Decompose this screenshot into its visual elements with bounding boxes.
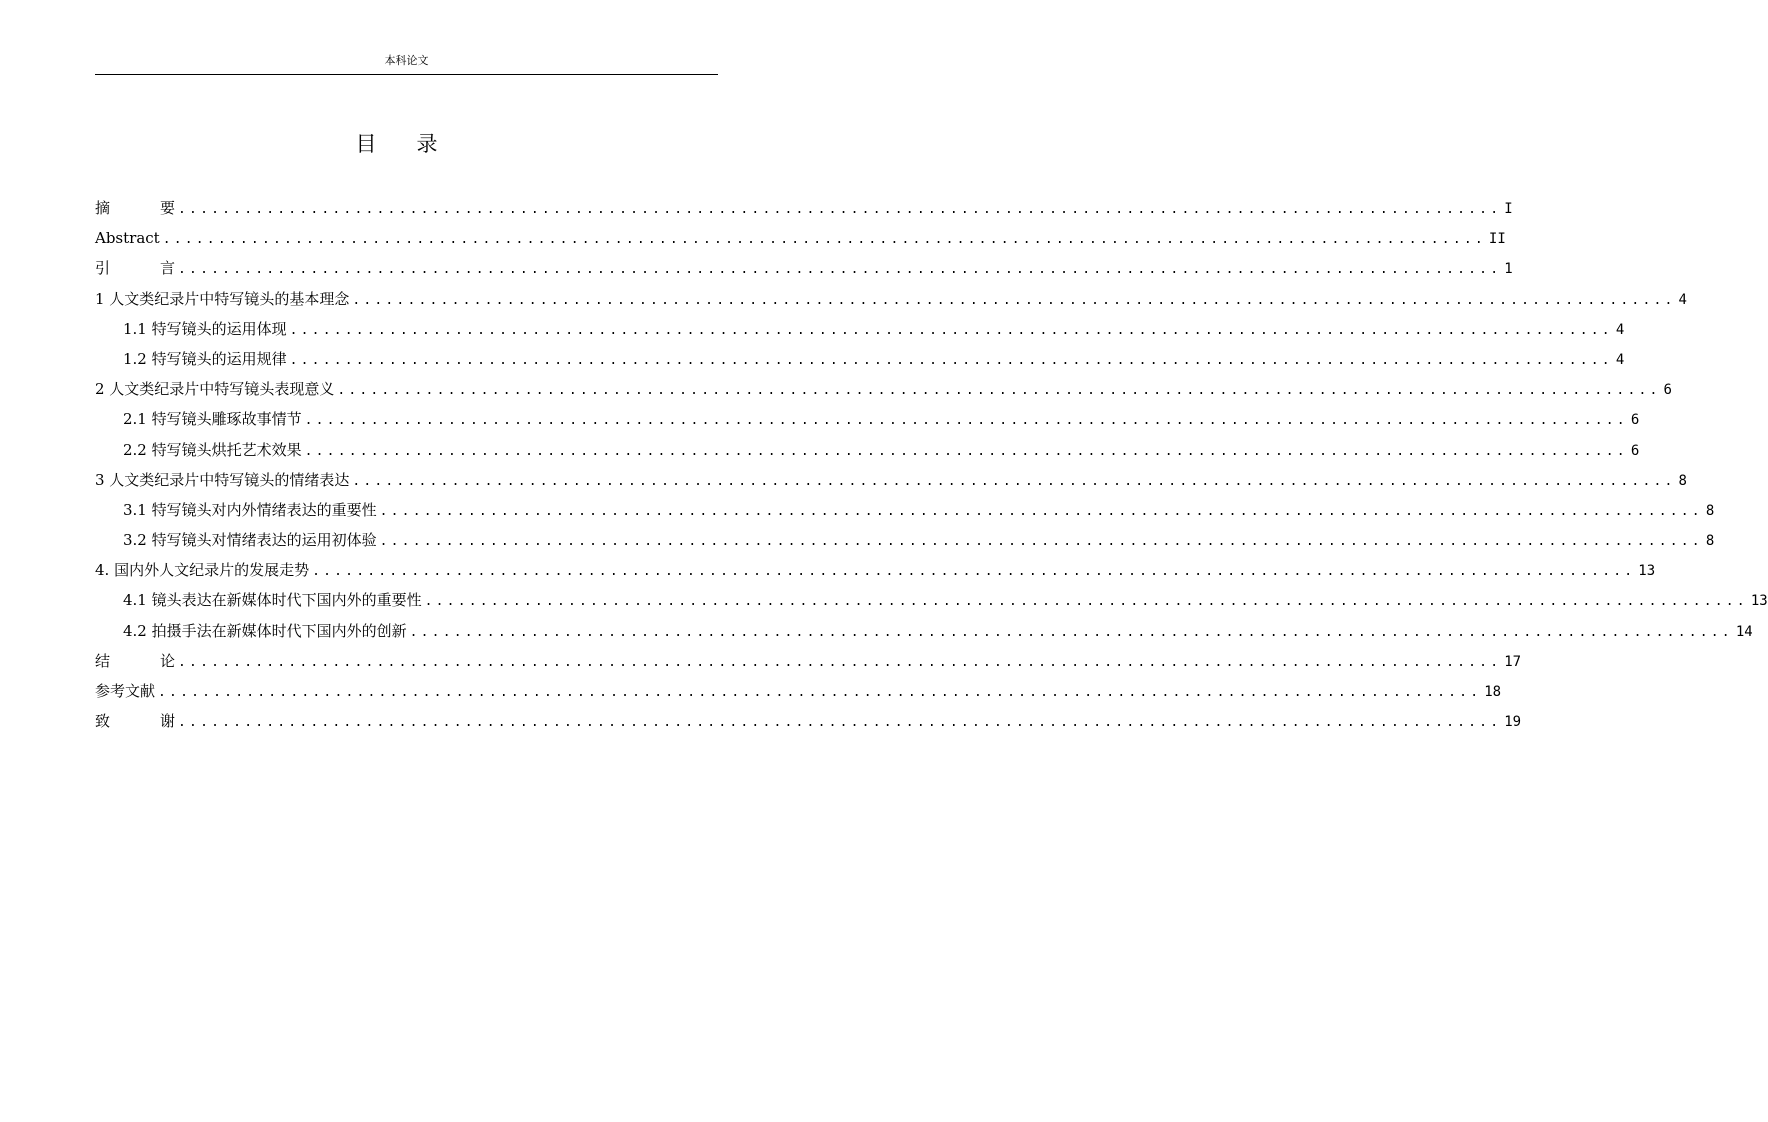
toc-entry[interactable] xyxy=(95,525,1715,555)
toc-leader-dots: ........................................................................................................................ xyxy=(379,534,1703,550)
toc-entry-page: 1 xyxy=(1504,261,1513,278)
toc-entry[interactable] xyxy=(95,193,1513,223)
toc-entry-label: 1.2 特写镜头的运用规律 xyxy=(123,349,287,368)
toc-entry-page: 8 xyxy=(1678,472,1687,489)
toc-entry[interactable] xyxy=(95,646,1522,676)
toc-entry-label: 参考文献 xyxy=(95,682,156,700)
page-header xyxy=(95,54,718,75)
toc-entry-label: 致 谢 xyxy=(95,712,176,731)
toc-entry-label: 3.1 特写镜头对内外情绪表达的重要性 xyxy=(123,500,377,519)
toc-entry-page: 8 xyxy=(1705,502,1715,519)
toc-entry-label: 3.2 特写镜头对情绪表达的运用初体验 xyxy=(123,531,377,550)
toc-entry-page: 4 xyxy=(1615,321,1625,338)
toc-leader-dots: ........................................................................................................................ xyxy=(178,654,1502,670)
toc-entry-label: 引 言 xyxy=(95,259,176,278)
toc-entry-label: 3 人文类纪录片中特写镜头的情绪表达 xyxy=(95,470,350,489)
toc-leader-dots: ........................................................................................................................ xyxy=(178,202,1502,217)
toc-entry-label: 4.1 镜头表达在新媒体时代下国内外的重要性 xyxy=(123,591,422,610)
toc-entry-label: 结 论 xyxy=(95,651,176,670)
toc-leader-dots: ........................................................................................................................ xyxy=(352,292,1676,308)
toc-leader-dots: ........................................................................................................................ xyxy=(352,473,1676,489)
toc-entry[interactable] xyxy=(95,435,1640,465)
toc-entry-label: 2 人文类纪录片中特写镜头表现意义 xyxy=(95,380,335,399)
toc-entry-page: 13 xyxy=(1638,563,1656,580)
toc-entry[interactable] xyxy=(95,555,1656,585)
toc-title: 目 录 xyxy=(355,132,438,156)
toc-entry-page: 6 xyxy=(1630,412,1640,429)
toc-entry-page: 4 xyxy=(1615,351,1625,368)
toc-leader-dots: ........................................................................................................................ xyxy=(304,443,1628,459)
toc-entry-label: 4.2 拍摄手法在新媒体时代下国内外的创新 xyxy=(123,621,407,640)
toc-entry[interactable] xyxy=(95,465,1687,495)
toc-entry-label: 4. 国内外人文纪录片的发展走势 xyxy=(95,561,310,580)
toc-entry[interactable] xyxy=(95,223,1506,253)
toc-leader-dots: ........................................................................................................................ xyxy=(424,594,1748,610)
toc-leader-dots: ........................................................................................................................ xyxy=(304,413,1628,429)
toc-entry-page: II xyxy=(1488,231,1506,248)
toc-entry-page: I xyxy=(1504,201,1513,217)
toc-entry[interactable] xyxy=(95,495,1715,525)
toc-entry-page: 4 xyxy=(1678,291,1687,308)
toc-leader-dots: ........................................................................................................................ xyxy=(409,624,1733,640)
toc-entry[interactable] xyxy=(95,344,1625,374)
toc-entry-page: 8 xyxy=(1705,533,1715,550)
toc-entry-label: 2.2 特写镜头烘托艺术效果 xyxy=(123,440,302,459)
toc-leader-dots: ........................................................................................................................ xyxy=(178,715,1502,731)
toc-entry[interactable] xyxy=(95,284,1687,314)
toc-entry-page: 14 xyxy=(1735,623,1753,640)
toc-entry[interactable] xyxy=(95,676,1502,706)
header-text: 本科论文 xyxy=(384,54,429,67)
toc-entry-page: 18 xyxy=(1484,684,1502,700)
toc-entry-page: 6 xyxy=(1630,442,1640,459)
toc-leader-dots: ........................................................................................................................ xyxy=(289,322,1613,338)
toc-entry-label: 1.1 特写镜头的运用体现 xyxy=(123,319,287,338)
toc-entry-page: 19 xyxy=(1504,714,1522,731)
toc-entry-label: 摘 要 xyxy=(95,199,176,217)
toc-leader-dots: ........................................................................................................................ xyxy=(379,503,1703,519)
toc-leader-dots: ........................................................................................................................ xyxy=(289,352,1613,368)
toc-leader-dots: ........................................................................................................................ xyxy=(337,383,1661,399)
toc-entry-page: 17 xyxy=(1504,653,1522,670)
toc-entry[interactable] xyxy=(95,314,1625,344)
toc-leader-dots: ........................................................................................................................ xyxy=(162,232,1486,248)
toc-entry-page: 13 xyxy=(1750,593,1768,610)
toc-entry[interactable] xyxy=(95,706,1522,736)
toc-entry[interactable] xyxy=(95,404,1640,434)
toc-leader-dots: ........................................................................................................................ xyxy=(312,564,1636,580)
toc-leader-dots: ........................................................................................................................ xyxy=(178,262,1502,278)
toc-entry-label: 2.1 特写镜头雕琢故事情节 xyxy=(123,410,302,429)
toc-entry[interactable] xyxy=(95,616,1753,646)
toc-entry[interactable] xyxy=(95,253,1513,283)
toc-entry-page: 6 xyxy=(1663,382,1672,399)
toc-entry-label: 1 人文类纪录片中特写镜头的基本理念 xyxy=(95,289,350,308)
toc-leader-dots: ........................................................................................................................ xyxy=(158,685,1482,700)
toc-entry-label: Abstract xyxy=(95,229,160,248)
table-of-contents xyxy=(95,193,1768,736)
toc-entry[interactable] xyxy=(95,374,1672,404)
toc-entry[interactable] xyxy=(95,585,1768,615)
